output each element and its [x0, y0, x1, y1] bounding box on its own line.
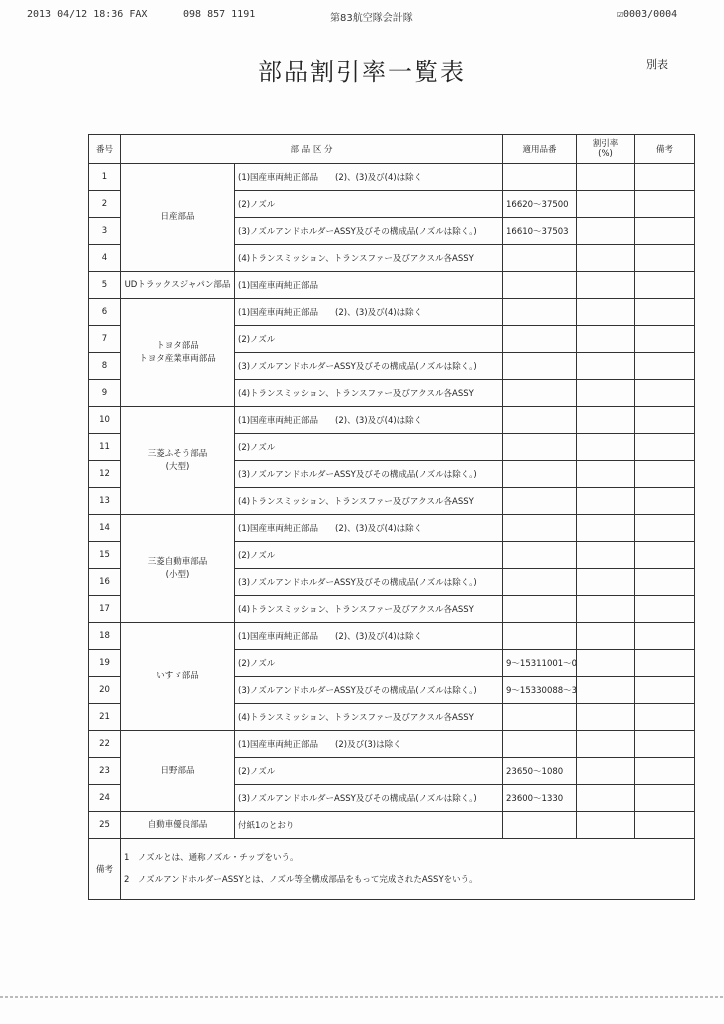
part-number — [503, 434, 577, 461]
part-category: (1)国産車両純正部品 (2)及び(3)は除く — [235, 731, 503, 758]
discount-rate-cell — [577, 407, 635, 434]
remarks-cell — [635, 542, 695, 569]
note-item: 1 ノズルとは、通称ノズル・チップをいう。 — [124, 853, 299, 863]
row-number: 20 — [89, 677, 121, 704]
part-number: 16620～37500 — [503, 191, 577, 218]
header-category: 部 品 区 分 — [121, 135, 503, 164]
table-row — [89, 164, 695, 191]
discount-rate-cell — [577, 569, 635, 596]
table-row — [89, 407, 695, 434]
part-number — [503, 731, 577, 758]
discount-rate-cell — [577, 299, 635, 326]
discount-rate-cell — [577, 272, 635, 299]
part-category: (2)ノズル — [235, 542, 503, 569]
part-number — [503, 380, 577, 407]
part-number — [503, 353, 577, 380]
discount-rate-cell — [577, 191, 635, 218]
manufacturer-group: 三菱ふそう部品 (大型) — [121, 407, 235, 515]
part-number — [503, 812, 577, 839]
part-category: (1)国産車両純正部品 (2)、(3)及び(4)は除く — [235, 407, 503, 434]
fax-number: 098 857 1191 — [183, 9, 256, 20]
part-number: 16610～37503 — [503, 218, 577, 245]
notes-content — [121, 839, 695, 900]
part-number — [503, 623, 577, 650]
remarks-cell — [635, 218, 695, 245]
part-category: (4)トランスミッション、トランスファー及びアクスル各ASSY — [235, 704, 503, 731]
part-category: (4)トランスミッション、トランスファー及びアクスル各ASSY — [235, 245, 503, 272]
part-number — [503, 596, 577, 623]
row-number: 24 — [89, 785, 121, 812]
header-remarks: 備考 — [635, 135, 695, 164]
remarks-cell — [635, 758, 695, 785]
row-number: 7 — [89, 326, 121, 353]
scan-edge-line — [0, 996, 724, 998]
row-number: 19 — [89, 650, 121, 677]
part-category: (2)ノズル — [235, 650, 503, 677]
discount-rate-cell — [577, 623, 635, 650]
discount-rate-cell — [577, 677, 635, 704]
part-number — [503, 461, 577, 488]
fax-sender: 第83航空隊会計隊 — [330, 13, 413, 24]
discount-rate-cell — [577, 245, 635, 272]
row-number: 6 — [89, 299, 121, 326]
table-row — [89, 515, 695, 542]
row-number: 14 — [89, 515, 121, 542]
part-number — [503, 407, 577, 434]
discount-rate-cell — [577, 164, 635, 191]
part-category: (1)国産車両純正部品 (2)、(3)及び(4)は除く — [235, 164, 503, 191]
remarks-cell — [635, 677, 695, 704]
discount-rate-cell — [577, 488, 635, 515]
part-category: (3)ノズルアンドホルダーASSY及びその構成品(ノズルは除く。) — [235, 569, 503, 596]
row-number: 22 — [89, 731, 121, 758]
remarks-cell — [635, 650, 695, 677]
remarks-cell — [635, 785, 695, 812]
fax-datetime: 2013 04/12 18:36 FAX — [27, 9, 148, 20]
row-number: 18 — [89, 623, 121, 650]
discount-rate-cell — [577, 326, 635, 353]
row-number: 5 — [89, 272, 121, 299]
table-row — [89, 623, 695, 650]
table-row — [89, 299, 695, 326]
discount-rate-cell — [577, 353, 635, 380]
remarks-cell — [635, 704, 695, 731]
remarks-cell — [635, 245, 695, 272]
table-row — [89, 272, 695, 299]
note-item: 2 ノズルアンドホルダーASSYとは、ノズル等全構成部品をもって完成されたASSYをいう。 — [124, 875, 478, 885]
part-number: 23650～1080 — [503, 758, 577, 785]
part-number — [503, 164, 577, 191]
row-number: 15 — [89, 542, 121, 569]
part-category: (3)ノズルアンドホルダーASSY及びその構成品(ノズルは除く。) — [235, 785, 503, 812]
remarks-cell — [635, 299, 695, 326]
fax-page-info: ☑0003/0004 — [617, 9, 678, 20]
notes-row — [89, 839, 695, 900]
row-number: 21 — [89, 704, 121, 731]
discount-rate-cell — [577, 515, 635, 542]
part-number: 9～15330088～3 — [503, 677, 577, 704]
part-category: (4)トランスミッション、トランスファー及びアクスル各ASSY — [235, 380, 503, 407]
header-no: 番号 — [89, 135, 121, 164]
part-category: (2)ノズル — [235, 191, 503, 218]
discount-rate-cell — [577, 758, 635, 785]
row-number: 10 — [89, 407, 121, 434]
row-number: 17 — [89, 596, 121, 623]
part-category: (3)ノズルアンドホルダーASSY及びその構成品(ノズルは除く。) — [235, 461, 503, 488]
part-category: (4)トランスミッション、トランスファー及びアクスル各ASSY — [235, 596, 503, 623]
remarks-cell — [635, 380, 695, 407]
page-title: 部品割引率一覧表 — [258, 58, 466, 86]
manufacturer-group: 日野部品 — [121, 731, 235, 812]
part-category: (1)国産車両純正部品 (2)、(3)及び(4)は除く — [235, 299, 503, 326]
row-number: 16 — [89, 569, 121, 596]
part-number — [503, 326, 577, 353]
part-category: (1)国産車両純正部品 (2)、(3)及び(4)は除く — [235, 515, 503, 542]
part-category: (2)ノズル — [235, 434, 503, 461]
manufacturer-group: トヨタ部品 トヨタ産業車両部品 — [121, 299, 235, 407]
discount-rate-cell — [577, 542, 635, 569]
row-number: 8 — [89, 353, 121, 380]
row-number: 9 — [89, 380, 121, 407]
part-number — [503, 272, 577, 299]
remarks-cell — [635, 272, 695, 299]
remarks-cell — [635, 812, 695, 839]
manufacturer-group: いすゞ部品 — [121, 623, 235, 731]
row-number: 3 — [89, 218, 121, 245]
discount-rate-cell — [577, 380, 635, 407]
row-number: 4 — [89, 245, 121, 272]
manufacturer-group: 三菱自動車部品 (小型) — [121, 515, 235, 623]
part-category: (4)トランスミッション、トランスファー及びアクスル各ASSY — [235, 488, 503, 515]
part-number — [503, 299, 577, 326]
table-row — [89, 731, 695, 758]
part-number: 23600～1330 — [503, 785, 577, 812]
part-number — [503, 569, 577, 596]
part-number: 9～15311001～0 — [503, 650, 577, 677]
fax-header — [0, 9, 724, 25]
remarks-cell — [635, 569, 695, 596]
part-category: (3)ノズルアンドホルダーASSY及びその構成品(ノズルは除く。) — [235, 677, 503, 704]
remarks-cell — [635, 191, 695, 218]
row-number: 2 — [89, 191, 121, 218]
discount-rate-cell — [577, 704, 635, 731]
manufacturer-group: 自動車優良部品 — [121, 812, 235, 839]
remarks-cell — [635, 326, 695, 353]
header-discount: 割引率 (%) — [577, 135, 635, 164]
row-number: 13 — [89, 488, 121, 515]
discount-rate-cell — [577, 596, 635, 623]
row-number: 11 — [89, 434, 121, 461]
remarks-cell — [635, 407, 695, 434]
discount-rate-cell — [577, 785, 635, 812]
remarks-cell — [635, 461, 695, 488]
remarks-cell — [635, 353, 695, 380]
part-category: (2)ノズル — [235, 758, 503, 785]
table-header-row — [89, 135, 695, 164]
row-number: 1 — [89, 164, 121, 191]
row-number: 12 — [89, 461, 121, 488]
remarks-cell — [635, 623, 695, 650]
part-category: (1)国産車両純正部品 — [235, 272, 503, 299]
discount-rate-cell — [577, 434, 635, 461]
remarks-cell — [635, 488, 695, 515]
row-number: 25 — [89, 812, 121, 839]
discount-rate-cell — [577, 812, 635, 839]
part-number — [503, 488, 577, 515]
remarks-cell — [635, 164, 695, 191]
remarks-cell — [635, 434, 695, 461]
part-category: (2)ノズル — [235, 326, 503, 353]
remarks-cell — [635, 515, 695, 542]
remarks-cell — [635, 731, 695, 758]
notes-label: 備考 — [89, 839, 121, 900]
part-number — [503, 704, 577, 731]
discount-rate-cell — [577, 461, 635, 488]
part-category: (3)ノズルアンドホルダーASSY及びその構成品(ノズルは除く。) — [235, 218, 503, 245]
header-part-number: 適用品番 — [503, 135, 577, 164]
discount-rate-cell — [577, 218, 635, 245]
part-number — [503, 515, 577, 542]
part-category: 付紙1のとおり — [235, 812, 503, 839]
discount-rate-cell — [577, 731, 635, 758]
manufacturer-group: UDトラックスジャパン部品 — [121, 272, 235, 299]
part-category: (1)国産車両純正部品 (2)、(3)及び(4)は除く — [235, 623, 503, 650]
part-number — [503, 245, 577, 272]
part-number — [503, 542, 577, 569]
part-category: (3)ノズルアンドホルダーASSY及びその構成品(ノズルは除く。) — [235, 353, 503, 380]
manufacturer-group: 日産部品 — [121, 164, 235, 272]
row-number: 23 — [89, 758, 121, 785]
table-row — [89, 812, 695, 839]
discount-table — [88, 134, 695, 900]
annex-label: 別表 — [646, 58, 668, 71]
remarks-cell — [635, 596, 695, 623]
discount-rate-cell — [577, 650, 635, 677]
